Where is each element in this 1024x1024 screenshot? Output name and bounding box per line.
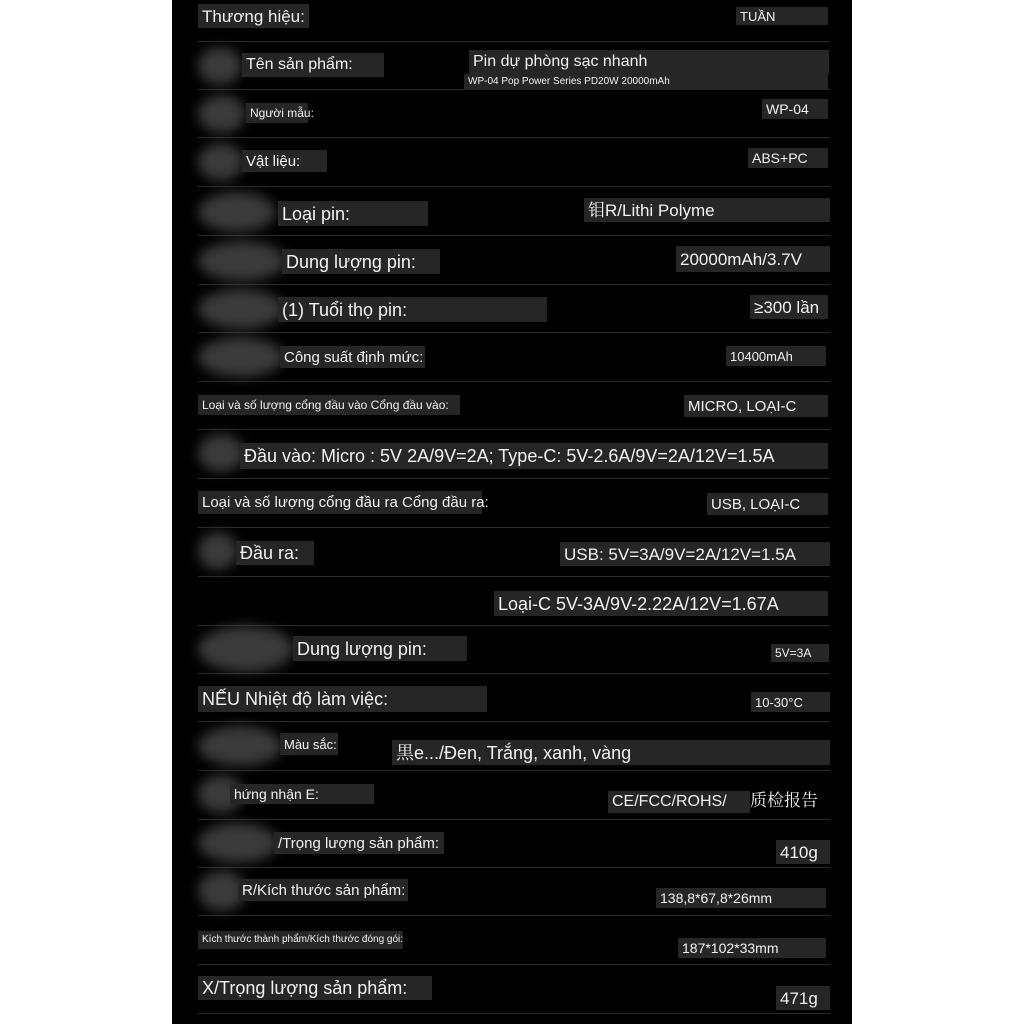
divider	[198, 721, 830, 722]
divider	[198, 673, 830, 674]
divider	[198, 186, 830, 187]
spec-value-product-name: Pin dự phòng sạc nhanh	[469, 50, 829, 74]
spec-value-certification: CE/FCC/ROHS/	[608, 791, 750, 813]
spec-value-working-temp: 10-30°C	[751, 692, 830, 712]
blurred-icon	[198, 823, 278, 863]
blurred-icon	[198, 241, 286, 281]
spec-label-output: Đầu ra:	[236, 541, 314, 565]
divider	[198, 478, 830, 479]
divider	[198, 819, 830, 820]
spec-value-material: ABS+PC	[748, 148, 828, 168]
divider	[198, 89, 830, 90]
spec-label-certification: hứng nhận E:	[230, 784, 374, 804]
divider	[198, 770, 830, 771]
spec-label-material: Vật liệu:	[242, 150, 327, 172]
spec-label-model: Người mẫu:	[246, 103, 308, 123]
spec-label-battery-type: Loại pin:	[278, 201, 428, 226]
spec-label-color: Màu sắc:	[280, 733, 338, 755]
divider	[198, 964, 830, 965]
divider	[198, 576, 830, 577]
spec-label-gross-weight: X/Trọng lượng sản phẩm:	[198, 976, 432, 1000]
spec-label-brand: Thương hiệu:	[198, 4, 309, 28]
blurred-icon	[198, 192, 276, 232]
spec-label-product-name: Tên sản phẩm:	[242, 53, 384, 77]
spec-value-battery-type: 钼R/Lithi Polyme	[584, 198, 830, 222]
spec-label-battery-capacity-2: Dung lượng pin:	[293, 636, 467, 661]
spec-value-output-type-c: Loại-C 5V-3A/9V-2.22A/12V=1.67A	[494, 591, 828, 616]
divider	[198, 429, 830, 430]
blurred-icon	[198, 95, 246, 133]
spec-value-product-model-line: WP-04 Pop Power Series PD20W 20000mAh	[464, 74, 828, 89]
divider	[198, 137, 830, 138]
blurred-icon	[198, 626, 294, 672]
spec-value-output-ports: USB, LOẠI-C	[707, 493, 828, 515]
divider	[198, 625, 830, 626]
spec-label-output-ports: Loại và số lượng cổng đầu ra Cổng đầu ra:	[198, 491, 482, 514]
spec-value-brand: TUẦN	[736, 7, 828, 25]
spec-value-output-usb: USB: 5V=3A/9V=2A/12V=1.5A	[560, 542, 830, 566]
spec-input-detail: Đầu vào: Micro : 5V 2A/9V=2A; Type-C: 5V-2.6A/9V=2A/12V=1.5A	[240, 443, 828, 469]
blurred-icon	[198, 143, 244, 181]
blurred-icon	[198, 532, 238, 570]
spec-value-product-weight: 410g	[776, 840, 830, 864]
spec-value-color: 黒e.../Đen, Trắng, xanh, vàng	[392, 740, 830, 765]
blurred-icon	[198, 289, 284, 329]
spec-value-input-ports: MICRO, LOẠI-C	[684, 395, 828, 417]
blurred-icon	[198, 47, 242, 85]
spec-label-input-ports: Loại và số lượng cổng đầu vào Cổng đầu vào:	[198, 395, 460, 415]
spec-value-package-size: 187*102*33mm	[678, 938, 826, 958]
spec-label-battery-life: (1) Tuổi thọ pin:	[278, 297, 547, 322]
spec-label-working-temp: NẾU Nhiệt độ làm việc:	[198, 686, 487, 712]
spec-label-battery-capacity: Dung lượng pin:	[282, 249, 440, 274]
divider	[198, 915, 830, 916]
spec-value-battery-capacity: 20000mAh/3.7V	[676, 246, 830, 272]
divider	[198, 527, 830, 528]
spec-value-battery-life: ≥300 lần	[750, 295, 828, 319]
blurred-icon	[198, 726, 282, 766]
spec-value-gross-weight: 471g	[776, 986, 830, 1010]
divider	[198, 1013, 830, 1014]
blurred-icon	[198, 434, 244, 472]
spec-label-product-size: R/Kích thước sản phẩm:	[238, 879, 408, 901]
spec-value-product-size: 138,8*67,8*26mm	[656, 888, 826, 908]
divider	[198, 867, 830, 868]
spec-label-rated-capacity: Công suất định mức:	[280, 346, 425, 368]
divider	[198, 284, 830, 285]
spec-value-model: WP-04	[762, 99, 828, 119]
spec-label-package-size: Kích thước thành phẩm/Kích thước đóng gói:	[198, 931, 403, 949]
spec-value-battery-capacity-2: 5V=3A	[771, 644, 829, 662]
divider	[198, 41, 830, 42]
spec-value-rated-capacity: 10400mAh	[726, 346, 826, 366]
spec-value-certification-report: 质检报告	[750, 790, 818, 810]
divider	[198, 235, 830, 236]
spec-label-product-weight: /Trọng lượng sản phẩm:	[274, 832, 444, 854]
divider	[198, 332, 830, 333]
divider	[198, 381, 830, 382]
blurred-icon	[198, 337, 284, 377]
